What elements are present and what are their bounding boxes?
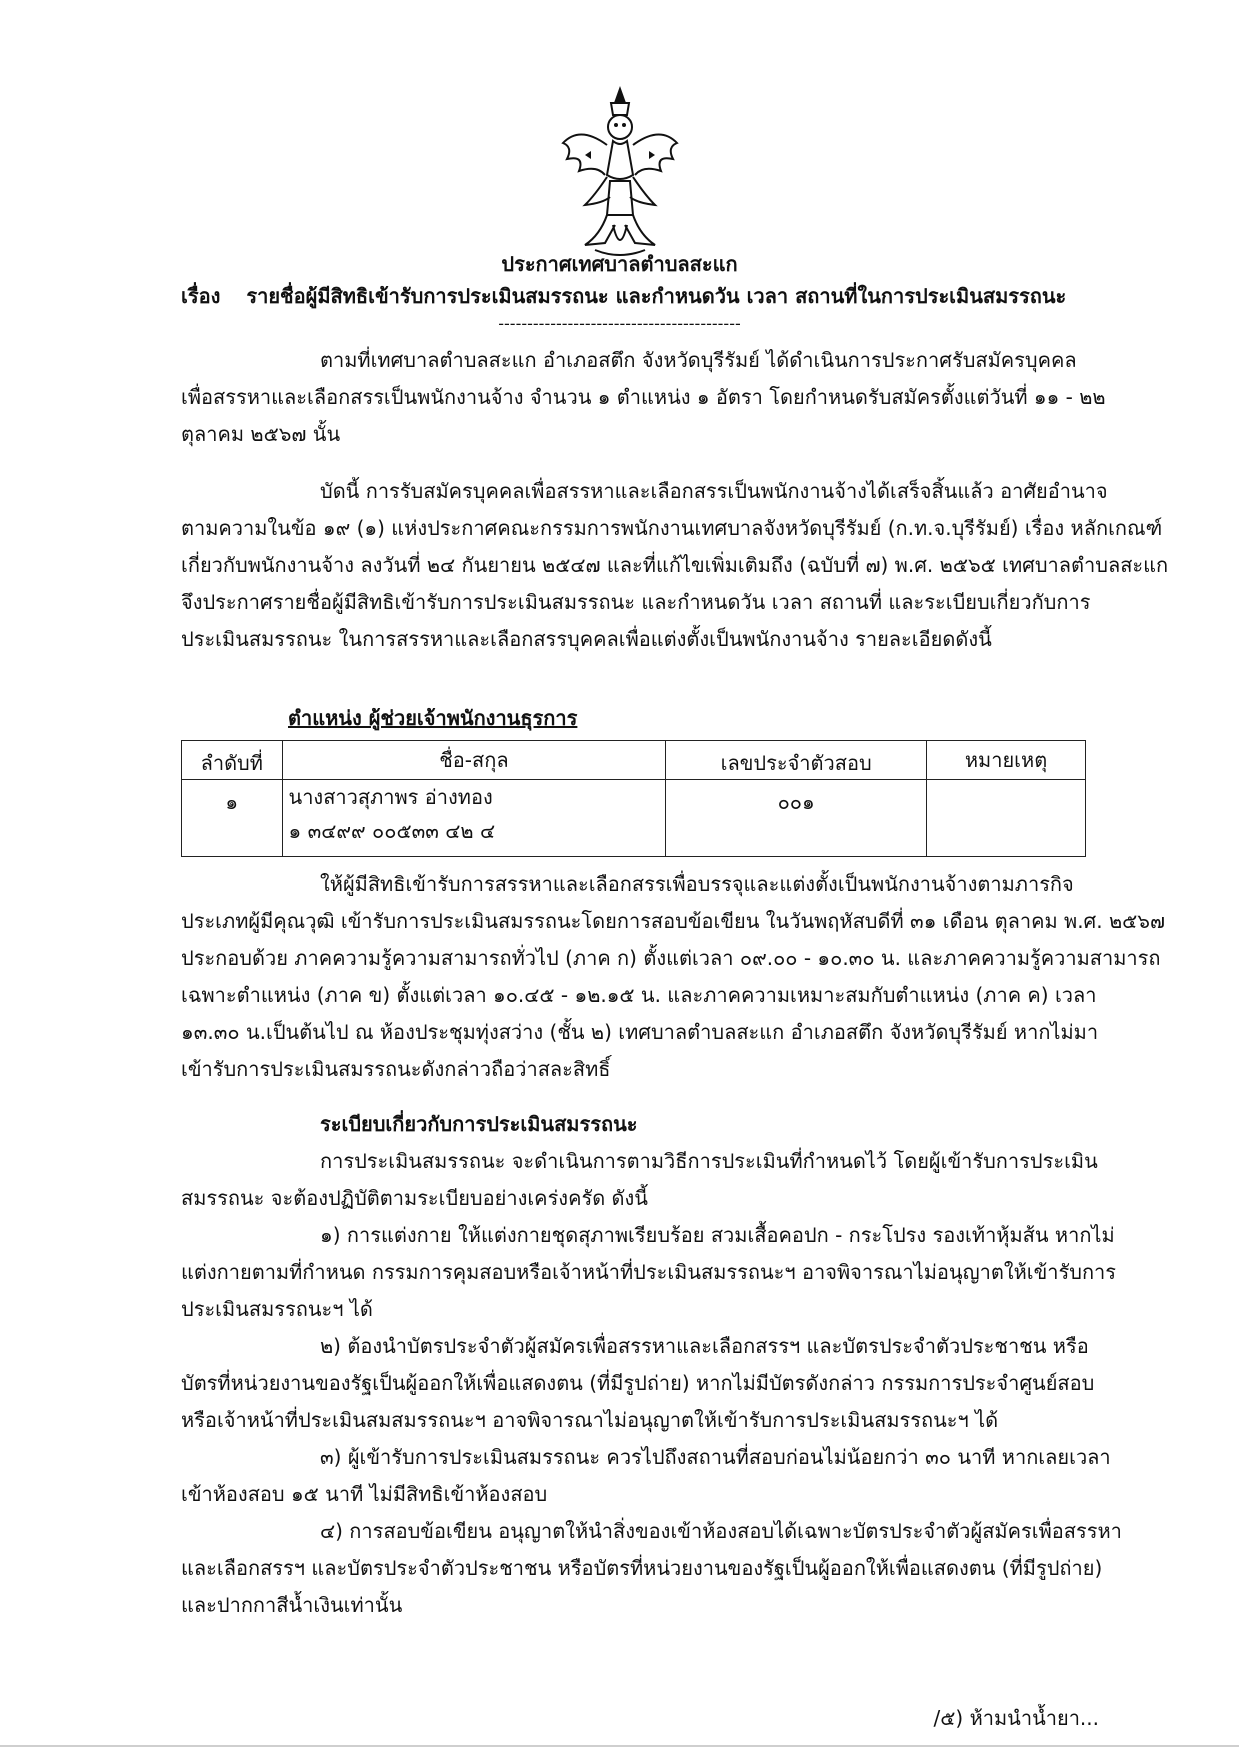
candidate-name: นางสาวสุภาพร อ่างทอง — [288, 785, 493, 809]
candidate-id-card: ๑ ๓๔๙๙ ๐๐๕๓๓ ๔๒ ๔ — [288, 819, 496, 843]
rule-2-line: หรือเจ้าหน้าที่ประเมินสมสมรรถนะฯ อาจพิจารณาไม่อนุญาตให้เข้ารับการประเมินสมรรถนะฯ ได้ — [181, 1408, 999, 1432]
schedule-line: เข้ารับการประเมินสมรรถนะดังกล่าวถือว่าสละสิทธิ์ — [181, 1057, 611, 1081]
schedule-line: ประเภทผู้มีคุณวุฒิ เข้ารับการประเมินสมรรถนะโดยการสอบข้อเขียน ในวันพฤหัสบดีที่ ๓๑ เดือน ตุลาคม พ.ศ. ๒๕๖๗ — [181, 909, 1166, 933]
intro-line: เพื่อสรรหาและเลือกสรรเป็นพนักงานจ้าง จำนวน ๑ ตำแหน่ง ๑ อัตรา โดยกำหนดรับสมัครตั้งแต่วันที่ ๑๑ - ๒๒ — [181, 385, 1106, 409]
table-header-row — [182, 741, 1086, 780]
candidate-table — [181, 740, 1086, 857]
intro-line: ตามที่เทศบาลตำบลสะแก อำเภอสตึก จังหวัดบุรีรัมย์ ได้ดำเนินการประกาศรับสมัครบุคคล — [320, 348, 1077, 372]
body-line: เกี่ยวกับพนักงานจ้าง ลงวันที่ ๒๔ กันยายน ๒๕๔๗ และที่แก้ไขเพิ่มเติมถึง (ฉบับที่ ๗) พ.ศ. ๒๕๖๕ เทศบาลตำบลสะแก — [181, 553, 1169, 577]
scan-edge-divider — [0, 1745, 1239, 1747]
rule-4-line: ๔) การสอบข้อเขียน อนุญาตให้นำสิ่งของเข้าห้องสอบได้เฉพาะบัตรประจำตัวผู้สมัครเพื่อสรรหา — [320, 1519, 1122, 1543]
body-line: จึงประกาศรายชื่อผู้มีสิทธิเข้ารับการประเมินสมรรถนะ และกำหนดวัน เวลา สถานที่ และระเบียบเกี่ยวกับการ — [181, 590, 1091, 614]
subject-label: เรื่อง — [181, 284, 221, 308]
rules-heading: ระเบียบเกี่ยวกับการประเมินสมรรถนะ — [320, 1112, 638, 1136]
header-separator: ------------------------------------------ — [498, 314, 741, 333]
rules-line: การประเมินสมรรถนะ จะดำเนินการตามวิธีการประเมินที่กำหนดไว้ โดยผู้เข้ารับการประเมิน — [320, 1149, 1098, 1173]
table-row — [182, 780, 1086, 857]
subject-text: รายชื่อผู้มีสิทธิเข้ารับการประเมินสมรรถนะ และกำหนดวัน เวลา สถานที่ในการประเมินสมรรถนะ — [246, 284, 1067, 308]
body-line: ประเมินสมรรถนะ ในการสรรหาและเลือกสรรบุคคลเพื่อแต่งตั้งเป็นพนักงานจ้าง รายละเอียดดังนี้ — [181, 627, 992, 651]
schedule-line: ให้ผู้มีสิทธิเข้ารับการสรรหาและเลือกสรรเพื่อบรรจุและแต่งตั้งเป็นพนักงานจ้างตามภารกิจ — [320, 872, 1074, 896]
position-heading: ตำแหน่ง ผู้ช่วยเจ้าพนักงานธุรการ — [288, 706, 578, 730]
intro-line: ตุลาคม ๒๕๖๗ นั้น — [181, 422, 341, 446]
rule-1-line: ประเมินสมรรถนะฯ ได้ — [181, 1297, 373, 1321]
column-header-remark: หมายเหตุ — [927, 741, 1086, 780]
body-line: บัดนี้ การรับสมัครบุคคลเพื่อสรรหาและเลือกสรรเป็นพนักงานจ้างได้เสร็จสิ้นแล้ว อาศัยอำนาจ — [320, 479, 1108, 503]
rule-1-line: แต่งกายตามที่กำหนด กรรมการคุมสอบหรือเจ้าหน้าที่ประเมินสมรรถนะฯ อาจพิจารณาไม่อนุญาตให้เข้ารับการ — [181, 1260, 1117, 1284]
schedule-line: ๑๓.๓๐ น.เป็นต้นไป ณ ห้องประชุมทุ่งสว่าง (ชั้น ๒) เทศบาลตำบลสะแก อำเภอสตึก จังหวัดบุรีรัมย์ หากไม่มา — [181, 1020, 1099, 1044]
garuda-emblem-icon — [555, 85, 685, 260]
schedule-line: เฉพาะตำแหน่ง (ภาค ข) ตั้งแต่เวลา ๑๐.๔๕ - ๑๒.๑๕ น. และภาคความเหมาะสมกับตำแหน่ง (ภาค ค) เวลา — [181, 983, 1097, 1007]
column-header-exam-no: เลขประจำตัวสอบ — [666, 741, 927, 780]
column-header-no: ลำดับที่ — [182, 741, 283, 780]
body-line: ตามความในข้อ ๑๙ (๑) แห่งประกาศคณะกรรมการพนักงานเทศบาลจังหวัดบุรีรัมย์ (ก.ท.จ.บุรีรัมย์) เรื่อง หลักเกณฑ์ — [181, 516, 1163, 540]
cell-remark — [927, 780, 1086, 857]
cell-name — [282, 780, 666, 857]
rule-2-line: ๒) ต้องนำบัตรประจำตัวผู้สมัครเพื่อสรรหาและเลือกสรรฯ และบัตรประจำตัวประชาชน หรือ — [320, 1334, 1089, 1358]
rule-2-line: บัตรที่หน่วยงานของรัฐเป็นผู้ออกให้เพื่อแสดงตน (ที่มีรูปถ่าย) หากไม่มีบัตรดังกล่าว กรรมการประจำศูนย์สอบ — [181, 1371, 1095, 1395]
rule-1-line: ๑) การแต่งกาย ให้แต่งกายชุดสุภาพเรียบร้อย สวมเสื้อคอปก - กระโปรง รองเท้าหุ้มส้น หากไม่ — [320, 1223, 1115, 1247]
issuer-title: ประกาศเทศบาลตำบลสะแก — [501, 252, 738, 276]
cell-no: ๑ — [182, 780, 283, 857]
continuation-note: /๕) ห้ามนำน้ำยา... — [933, 1706, 1099, 1730]
rules-line: สมรรถนะ จะต้องปฏิบัติตามระเบียบอย่างเคร่งครัด ดังนี้ — [181, 1186, 648, 1210]
column-header-name: ชื่อ-สกุล — [282, 741, 666, 780]
rule-3-line: ๓) ผู้เข้ารับการประเมินสมรรถนะ ควรไปถึงสถานที่สอบก่อนไม่น้อยกว่า ๓๐ นาที หากเลยเวลา — [320, 1445, 1111, 1469]
rule-4-line: และปากกาสีน้ำเงินเท่านั้น — [181, 1593, 403, 1617]
rule-3-line: เข้าห้องสอบ ๑๕ นาที ไม่มีสิทธิเข้าห้องสอบ — [181, 1482, 548, 1506]
cell-exam-no: ๐๐๑ — [666, 780, 927, 857]
rule-4-line: และเลือกสรรฯ และบัตรประจำตัวประชาชน หรือบัตรที่หน่วยงานของรัฐเป็นผู้ออกให้เพื่อแสดงตน (ที่มีรูปถ่าย) — [181, 1556, 1103, 1580]
schedule-line: ประกอบด้วย ภาคความรู้ความสามารถทั่วไป (ภาค ก) ตั้งแต่เวลา ๐๙.๐๐ - ๑๐.๓๐ น. และภาคความรู้ความสามารถ — [181, 946, 1161, 970]
